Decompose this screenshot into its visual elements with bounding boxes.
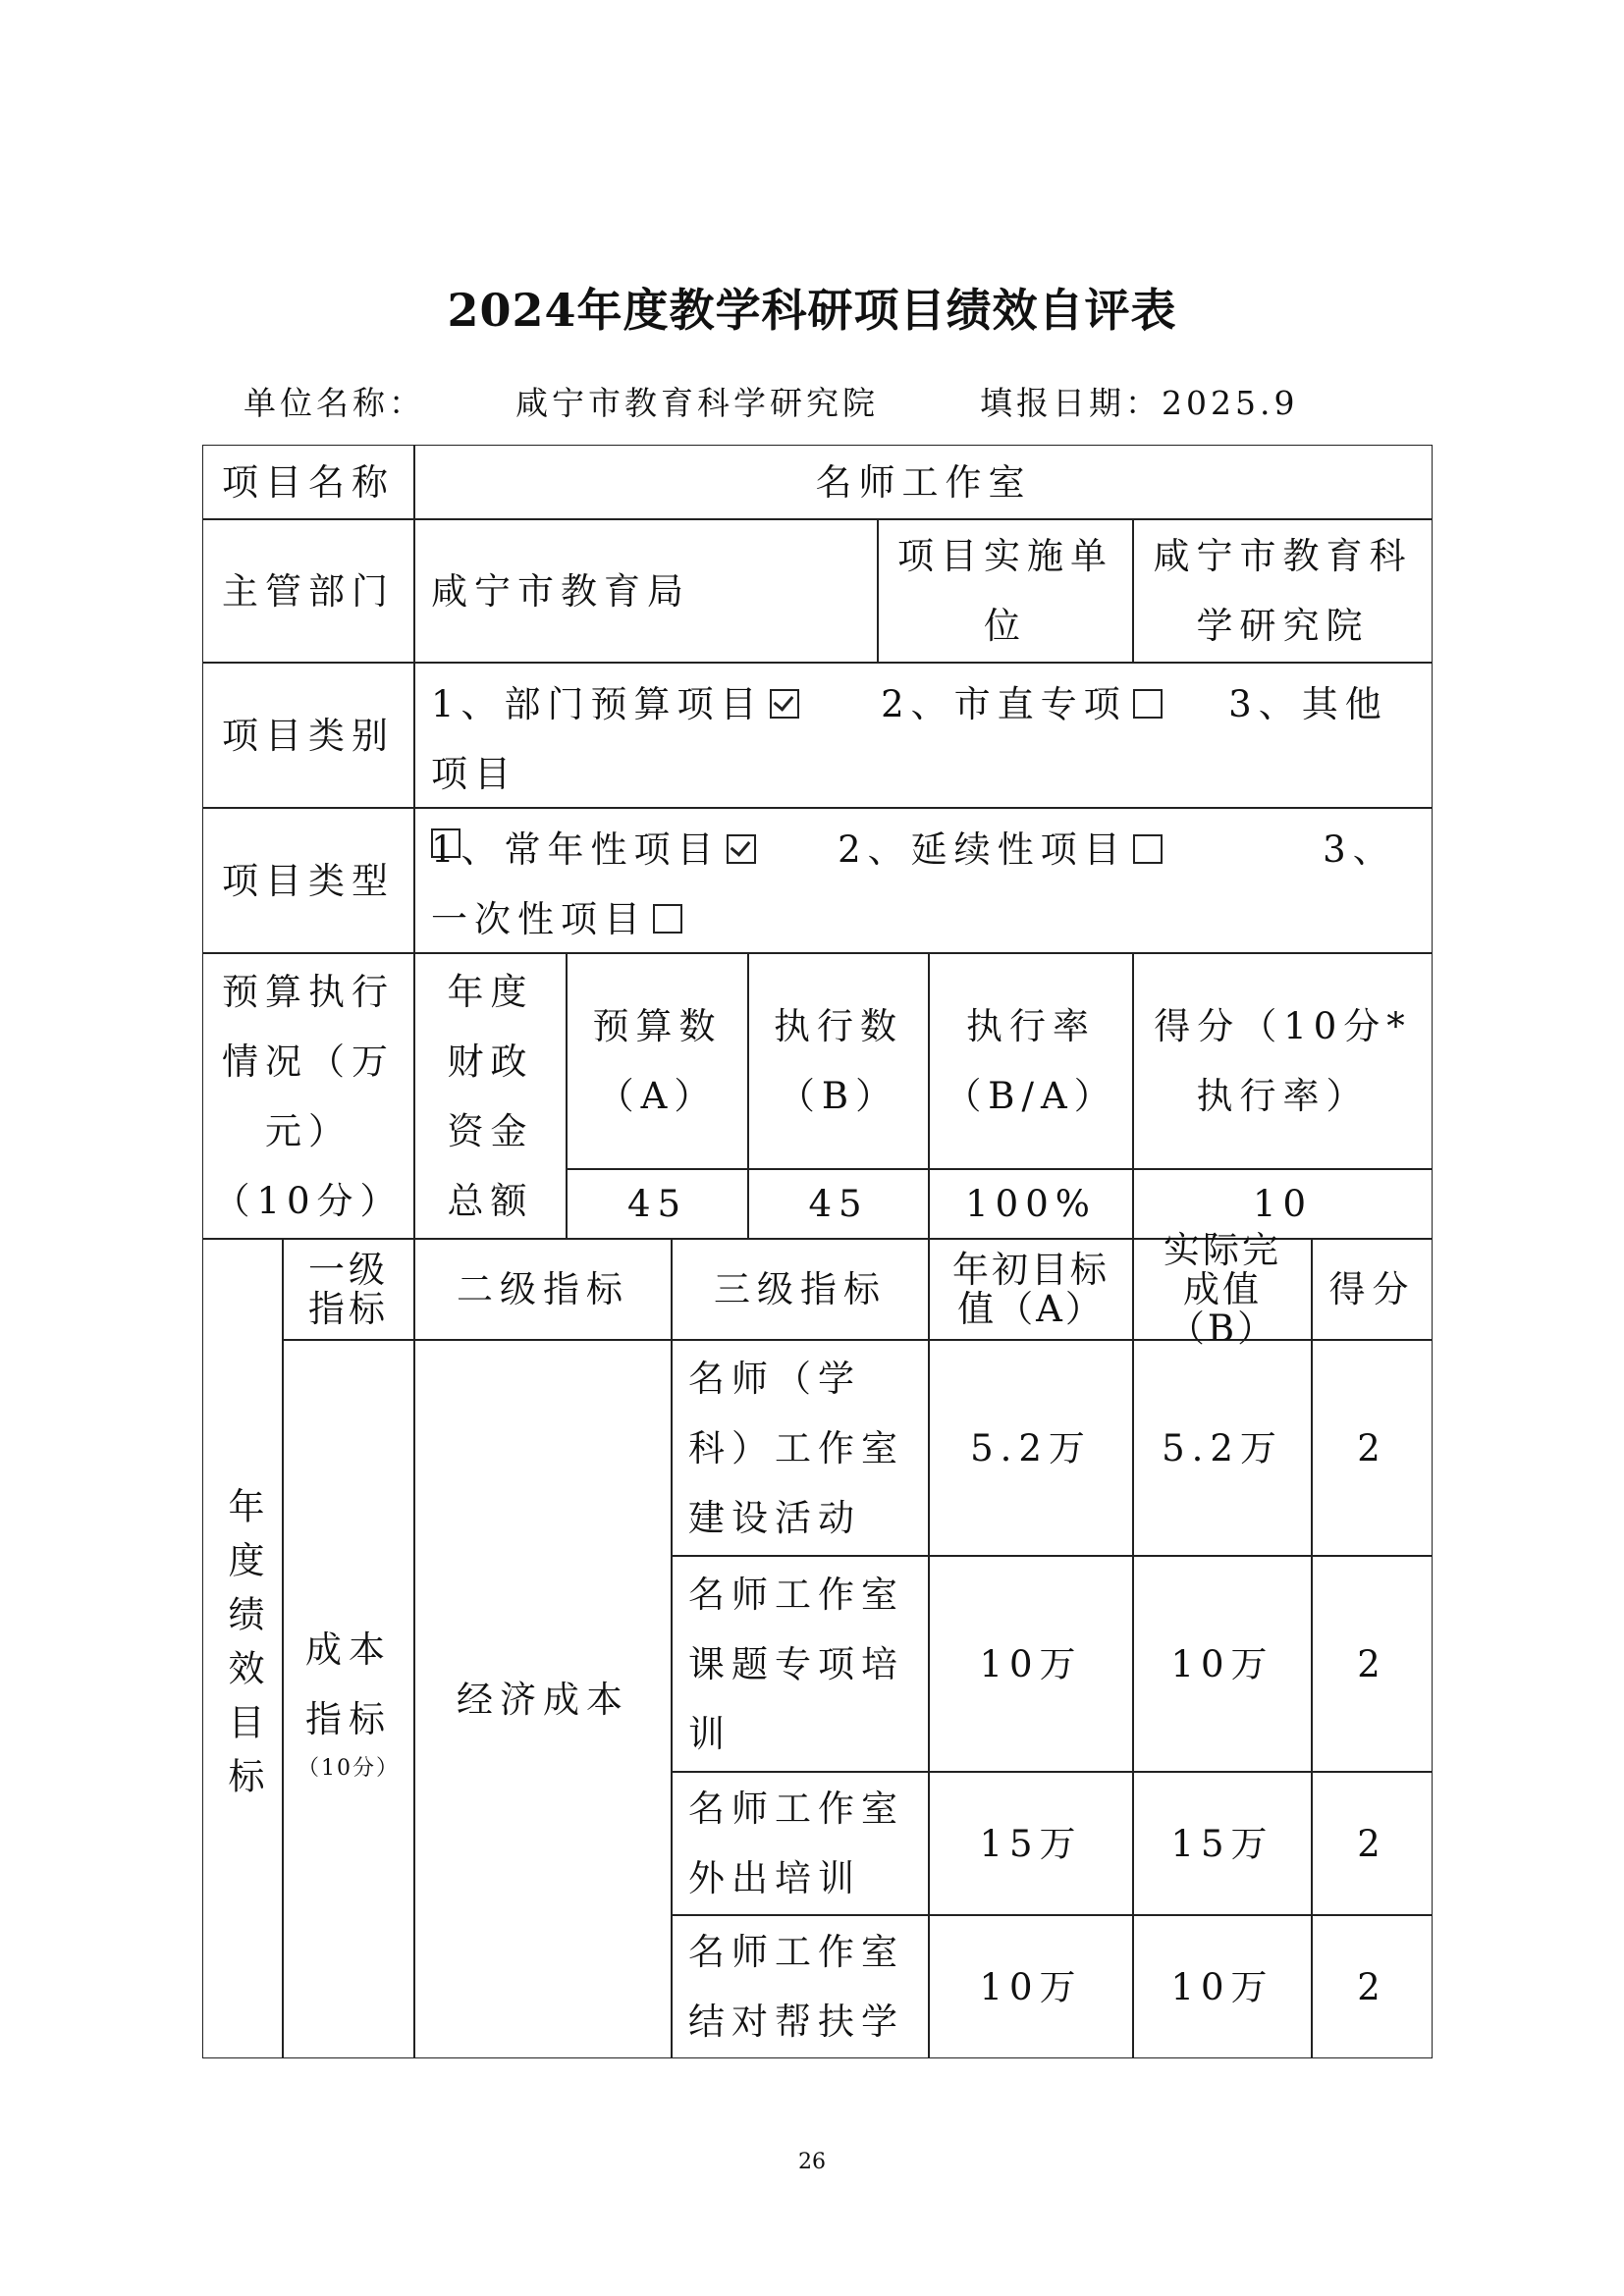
checked-box-icon xyxy=(727,834,756,864)
actual-header: 实际完成值（B） xyxy=(1133,1239,1312,1340)
unit-label: 单位名称： xyxy=(244,384,425,422)
row-2-target: 10万 xyxy=(929,1556,1133,1772)
target-header: 年初目标值（A） xyxy=(929,1239,1133,1340)
checkbox-icon xyxy=(1133,834,1163,864)
category-option-3: 3、其他项目 xyxy=(431,683,1388,795)
page-number: 26 xyxy=(798,2150,826,2174)
level1-header: 一级指标 xyxy=(283,1239,414,1340)
econ-cost-label: 经济成本 xyxy=(414,1340,672,2058)
type-label: 项目类型 xyxy=(202,808,414,953)
perf-goal-text: 年度绩效目标 xyxy=(222,1486,264,1811)
category-option-2: 2、市直专项 xyxy=(881,683,1127,725)
budget-label-cell xyxy=(202,953,414,1239)
exec-rate-header: 执行率（B/A） xyxy=(929,953,1133,1169)
impl-unit-value: 咸宁市教育科学研究院 xyxy=(1133,519,1433,663)
row-4-score: 2 xyxy=(1312,1915,1433,2058)
document-title: 2024年度教学科研项目绩效自评表 xyxy=(447,284,1177,337)
row-1-score: 2 xyxy=(1312,1340,1433,1556)
row-4-name: 名师工作室结对帮扶学 xyxy=(672,1915,929,2058)
row-4-actual: 10万 xyxy=(1133,1915,1312,2058)
unit-value: 咸宁市教育科学研究院 xyxy=(515,384,879,422)
category-option-1: 1、部门预算项目 xyxy=(431,683,764,725)
row-4-target: 10万 xyxy=(929,1915,1133,2058)
row-1-target: 5.2万 xyxy=(929,1340,1133,1556)
category-label: 项目类别 xyxy=(202,663,414,808)
row-1-name: 名师（学科）工作室建设活动 xyxy=(672,1340,929,1556)
date-value: 2025.9 xyxy=(1162,384,1299,422)
type-options xyxy=(414,808,1433,953)
level2-header: 二级指标 xyxy=(414,1239,672,1340)
exec-rate-value: 100% xyxy=(929,1169,1133,1239)
checked-box-icon xyxy=(770,689,799,719)
budget-score-note: （10分） xyxy=(213,1179,404,1222)
dept-value: 咸宁市教育局 xyxy=(414,519,878,663)
budget-a-header: 预算数（A） xyxy=(567,953,748,1169)
dept-label: 主管部门 xyxy=(202,519,414,663)
cost-indicator-label: 成本指标 xyxy=(305,1629,392,1740)
row-3-target: 15万 xyxy=(929,1772,1133,1915)
row-3-score: 2 xyxy=(1312,1772,1433,1915)
score-header: 得分（10分*执行率） xyxy=(1133,953,1433,1169)
score-col-header: 得分 xyxy=(1312,1239,1433,1340)
cost-indicator-cell xyxy=(283,1340,414,2058)
category-options xyxy=(414,663,1433,808)
row-1-actual: 5.2万 xyxy=(1133,1340,1312,1556)
budget-score-value: 10 xyxy=(1133,1169,1433,1239)
checkbox-icon xyxy=(1133,689,1163,719)
project-name-value: 名师工作室 xyxy=(414,445,1433,519)
row-3-actual: 15万 xyxy=(1133,1772,1312,1915)
budget-label: 预算执行情况（万元） xyxy=(222,970,395,1152)
type-option-3: 3、一次性项目 xyxy=(431,828,1396,940)
row-2-name: 名师工作室课题专项培训 xyxy=(672,1556,929,1772)
row-2-actual: 10万 xyxy=(1133,1556,1312,1772)
project-name-label: 项目名称 xyxy=(202,445,414,519)
type-option-2: 2、延续性项目 xyxy=(838,828,1127,871)
exec-b-header: 执行数（B） xyxy=(748,953,929,1169)
cost-score-note: （10分） xyxy=(298,1756,400,1781)
row-2-score: 2 xyxy=(1312,1556,1433,1772)
exec-b-value: 45 xyxy=(748,1169,929,1239)
impl-unit-label: 项目实施单位 xyxy=(878,519,1133,663)
budget-a-value: 45 xyxy=(567,1169,748,1239)
annual-fund-label: 年度财政资金总额 xyxy=(414,953,567,1239)
checkbox-icon xyxy=(653,904,682,934)
level3-header: 三级指标 xyxy=(672,1239,929,1340)
type-option-1: 1、常年性项目 xyxy=(431,828,721,871)
perf-goal-label xyxy=(202,1239,283,2058)
date-field xyxy=(980,378,1298,424)
date-label: 填报日期： xyxy=(980,384,1162,422)
row-3-name: 名师工作室外出培训 xyxy=(672,1772,929,1915)
